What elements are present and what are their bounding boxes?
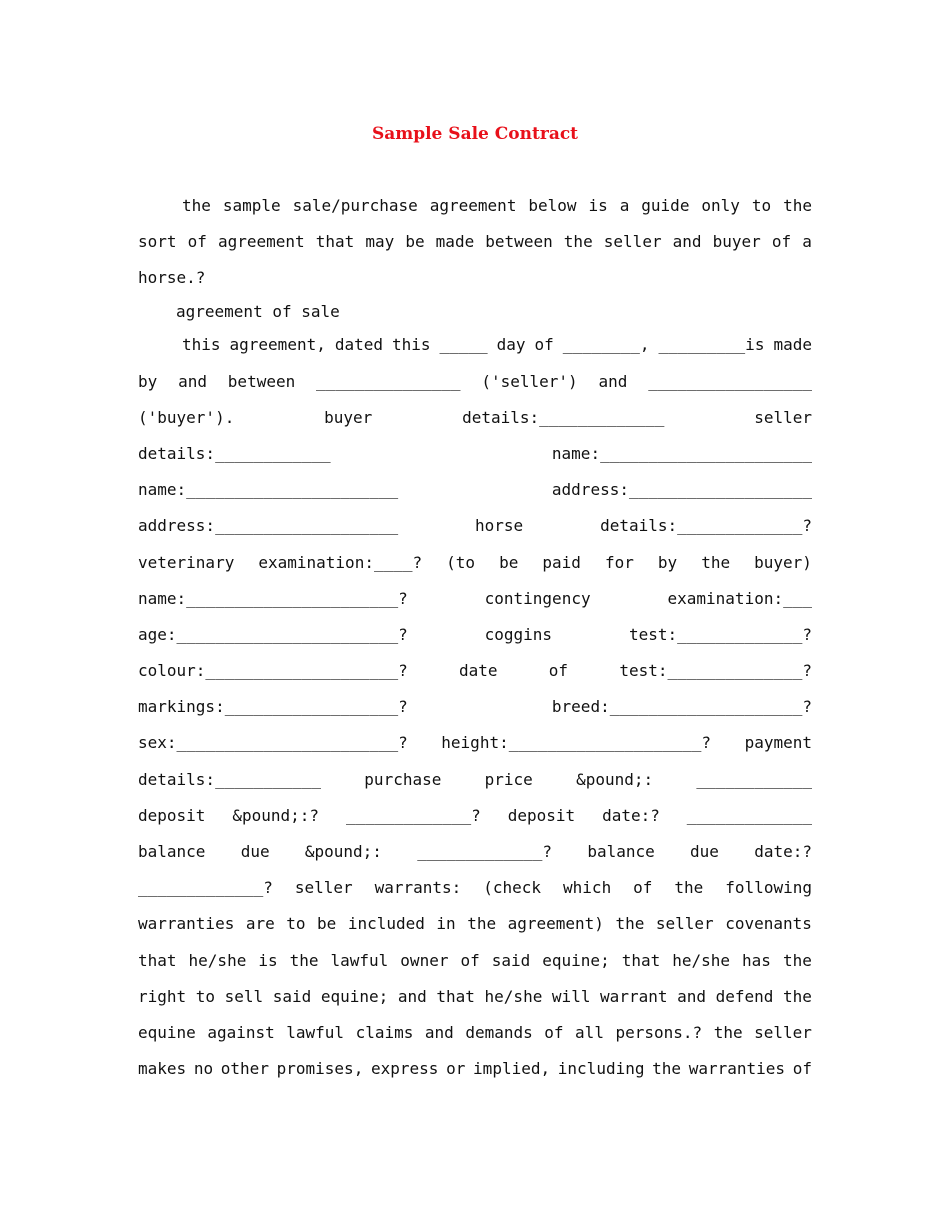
- body-word: this: [391, 335, 431, 355]
- body-word: of: [187, 232, 207, 252]
- body-word: of: [633, 878, 653, 898]
- body-word: deposit: [138, 805, 206, 825]
- body-word: for: [604, 552, 634, 572]
- body-word: including: [557, 1059, 645, 1079]
- body-word: he/she: [672, 950, 731, 970]
- body-word: horse: [475, 516, 524, 536]
- body-line: [138, 620, 812, 656]
- body-line: [138, 728, 812, 764]
- body-word: the: [563, 232, 593, 252]
- body-word: agreement,: [229, 335, 326, 355]
- body-line: [138, 801, 812, 837]
- body-word: all: [575, 1022, 604, 1042]
- body-word: agreement of sale: [176, 301, 340, 321]
- body-word: has: [742, 950, 771, 970]
- body-word: &pound;:: [576, 769, 654, 789]
- body-line: [138, 297, 812, 331]
- body-word: this: [182, 335, 221, 355]
- body-word: lawful: [286, 1022, 345, 1042]
- body-word: due: [240, 842, 270, 861]
- body-word: deposit: [507, 805, 576, 825]
- body-word: a: [619, 196, 630, 215]
- body-word: ________,: [562, 335, 650, 355]
- body-word: between: [227, 371, 296, 391]
- body-line: [138, 511, 812, 547]
- body-word: buyer: [324, 407, 373, 427]
- body-word: implied,: [473, 1059, 551, 1079]
- body-word: of: [460, 950, 480, 970]
- body-word: said: [491, 950, 531, 970]
- body-word: makes: [138, 1059, 187, 1079]
- body-word: seller: [603, 232, 662, 252]
- body-word: day: [496, 335, 526, 355]
- body-word: the: [182, 196, 211, 215]
- body-word: claims: [355, 1022, 414, 1042]
- body-word: be: [499, 552, 519, 572]
- body-word: following: [725, 878, 812, 898]
- body-word: _________is: [658, 335, 765, 355]
- body-word: defend: [715, 986, 774, 1006]
- body-word: the: [652, 1059, 682, 1079]
- body-word: equine: [138, 1022, 196, 1042]
- body-word: details:_____________: [462, 407, 665, 427]
- body-word: agreement: [429, 196, 517, 215]
- body-word: name:______________________?: [138, 588, 408, 608]
- body-word: paid: [542, 552, 581, 572]
- body-word: breed:____________________?: [551, 697, 812, 717]
- body-word: and: [598, 371, 628, 391]
- body-word: seller: [294, 878, 353, 898]
- body-word: that: [138, 950, 177, 970]
- body-word: will: [551, 986, 591, 1006]
- body-word: date: [458, 661, 498, 681]
- body-word: details:_____________?: [600, 516, 812, 536]
- body-word: horse.?: [138, 268, 206, 288]
- body-word: below: [528, 196, 577, 215]
- body-word: warranties: [138, 914, 235, 934]
- body-word: seller: [655, 914, 714, 934]
- document-body: [138, 191, 812, 1090]
- body-word: equine;: [542, 950, 610, 970]
- body-word: (to: [446, 552, 476, 572]
- body-word: _____________?: [345, 805, 481, 825]
- body-word: sex:_______________________?: [138, 733, 408, 753]
- body-word: that: [436, 986, 475, 1006]
- body-word: and: [397, 986, 427, 1006]
- body-word: be: [405, 232, 425, 252]
- body-word: _______________: [316, 371, 461, 391]
- body-line: [138, 439, 812, 475]
- body-word: and: [178, 371, 207, 391]
- body-word: the: [783, 196, 812, 215]
- body-word: veterinary: [138, 552, 235, 572]
- body-word: _____: [439, 335, 488, 355]
- body-word: height:____________________?: [441, 733, 711, 753]
- body-word: agreement): [507, 914, 604, 934]
- body-word: a: [802, 232, 812, 252]
- body-word: made: [435, 232, 475, 252]
- body-word: date:?: [754, 842, 812, 861]
- body-line: [138, 656, 812, 692]
- body-word: dated: [334, 335, 383, 355]
- body-word: the: [289, 950, 319, 970]
- body-word: test:______________?: [619, 661, 812, 681]
- body-word: equine;: [320, 986, 389, 1006]
- body-word: _____________?: [138, 878, 273, 898]
- body-word: in: [436, 914, 456, 934]
- body-word: _________________: [648, 371, 812, 391]
- body-word: may: [365, 232, 395, 252]
- body-word: owner: [400, 950, 449, 970]
- body-word: ____________: [696, 769, 812, 789]
- body-word: sale/purchase: [292, 196, 418, 215]
- body-word: that: [621, 950, 661, 970]
- body-line: [138, 982, 812, 1018]
- body-word: of: [534, 335, 554, 355]
- body-word: warrants:: [374, 878, 462, 898]
- body-word: ('seller'): [481, 371, 578, 391]
- body-word: the: [467, 914, 497, 934]
- body-word: which: [563, 878, 612, 898]
- body-word: address:___________________: [138, 516, 399, 536]
- body-word: that: [315, 232, 355, 252]
- body-word: covenants: [725, 914, 812, 934]
- body-word: _____________: [686, 805, 812, 825]
- body-word: balance: [587, 842, 655, 861]
- body-word: the: [782, 986, 812, 1006]
- body-line: [138, 909, 812, 945]
- body-word: (check: [483, 878, 542, 898]
- body-word: he/she: [188, 950, 247, 970]
- body-word: _____________?: [417, 842, 553, 861]
- body-word: included: [347, 914, 425, 934]
- body-word: name:______________________: [551, 443, 812, 463]
- body-word: against: [207, 1022, 275, 1042]
- body-word: and: [677, 986, 706, 1006]
- body-word: by: [657, 552, 678, 572]
- body-word: and: [672, 232, 702, 252]
- body-word: of: [792, 1059, 812, 1079]
- body-word: guide: [641, 196, 690, 215]
- body-word: only: [701, 196, 740, 215]
- body-word: seller: [754, 407, 812, 427]
- body-word: age:_______________________?: [138, 624, 408, 644]
- body-word: is: [588, 196, 608, 215]
- body-line: [138, 227, 812, 263]
- body-word: details:___________: [138, 769, 322, 789]
- body-word: said: [272, 986, 312, 1006]
- body-word: between: [485, 232, 553, 252]
- body-word: sort: [138, 232, 177, 252]
- body-line: [138, 475, 812, 511]
- body-line: [138, 946, 812, 982]
- body-word: the: [674, 878, 704, 898]
- body-word: to: [195, 986, 216, 1006]
- body-word: of: [548, 661, 569, 681]
- body-word: the: [782, 950, 812, 970]
- body-word: sample: [222, 196, 281, 215]
- body-word: lawful: [330, 950, 389, 970]
- body-word: test:_____________?: [628, 624, 812, 644]
- body-word: sell: [224, 986, 264, 1006]
- body-word: he/she: [484, 986, 543, 1006]
- body-word: name:______________________: [138, 480, 399, 500]
- body-word: buyer: [712, 232, 761, 252]
- body-word: are: [245, 914, 275, 934]
- body-word: seller: [754, 1022, 812, 1042]
- body-word: date:?: [602, 805, 660, 825]
- body-word: and: [424, 1022, 454, 1042]
- body-word: persons.?: [615, 1022, 703, 1042]
- body-word: the: [713, 1022, 743, 1042]
- body-line: [138, 548, 812, 584]
- body-word: is: [258, 950, 278, 970]
- body-word: examination:____?: [258, 552, 423, 572]
- body-word: to: [751, 196, 772, 215]
- body-word: express: [371, 1059, 439, 1079]
- body-word: other: [220, 1059, 269, 1079]
- body-word: coggins: [484, 624, 553, 644]
- body-word: contingency: [484, 588, 591, 608]
- body-word: &pound;:?: [232, 805, 320, 825]
- body-word: balance: [138, 842, 206, 861]
- body-line: [138, 692, 812, 728]
- body-word: of: [771, 232, 792, 252]
- body-word: no: [193, 1059, 214, 1079]
- body-line: [138, 584, 812, 620]
- body-line: [138, 1054, 812, 1090]
- body-line: [138, 330, 812, 366]
- body-word: warrant: [600, 986, 668, 1006]
- body-word: ('buyer').: [138, 407, 235, 427]
- body-word: purchase: [364, 769, 442, 789]
- body-word: price: [484, 769, 533, 789]
- body-line: [138, 367, 812, 403]
- body-word: by: [138, 371, 158, 391]
- body-line: [138, 873, 812, 909]
- body-word: the: [615, 914, 645, 934]
- body-word: markings:__________________?: [138, 697, 408, 717]
- body-word: demands: [465, 1022, 533, 1042]
- body-word: made: [773, 335, 812, 355]
- body-word: payment: [744, 733, 812, 753]
- body-word: or: [446, 1059, 466, 1079]
- body-word: promises,: [276, 1059, 364, 1079]
- body-word: buyer): [754, 552, 812, 572]
- body-line: [138, 403, 812, 439]
- body-word: address:___________________: [551, 480, 812, 500]
- body-line: [138, 1018, 812, 1054]
- body-word: be: [317, 914, 337, 934]
- body-line: [138, 837, 812, 873]
- body-word: details:____________: [138, 443, 331, 463]
- body-word: colour:____________________?: [138, 661, 408, 681]
- body-word: &pound;:: [304, 842, 382, 861]
- body-line: [138, 191, 812, 227]
- body-line: [138, 765, 812, 801]
- body-word: warranties: [688, 1059, 786, 1079]
- body-word: agreement: [217, 232, 305, 252]
- body-word: to: [286, 914, 306, 934]
- document-title: Sample Sale Contract: [371, 124, 579, 144]
- body-word: of: [544, 1022, 564, 1042]
- body-word: examination:___: [667, 588, 812, 608]
- body-word: the: [701, 552, 731, 572]
- body-line: [138, 263, 812, 297]
- body-word: right: [138, 986, 187, 1006]
- body-word: due: [690, 842, 719, 861]
